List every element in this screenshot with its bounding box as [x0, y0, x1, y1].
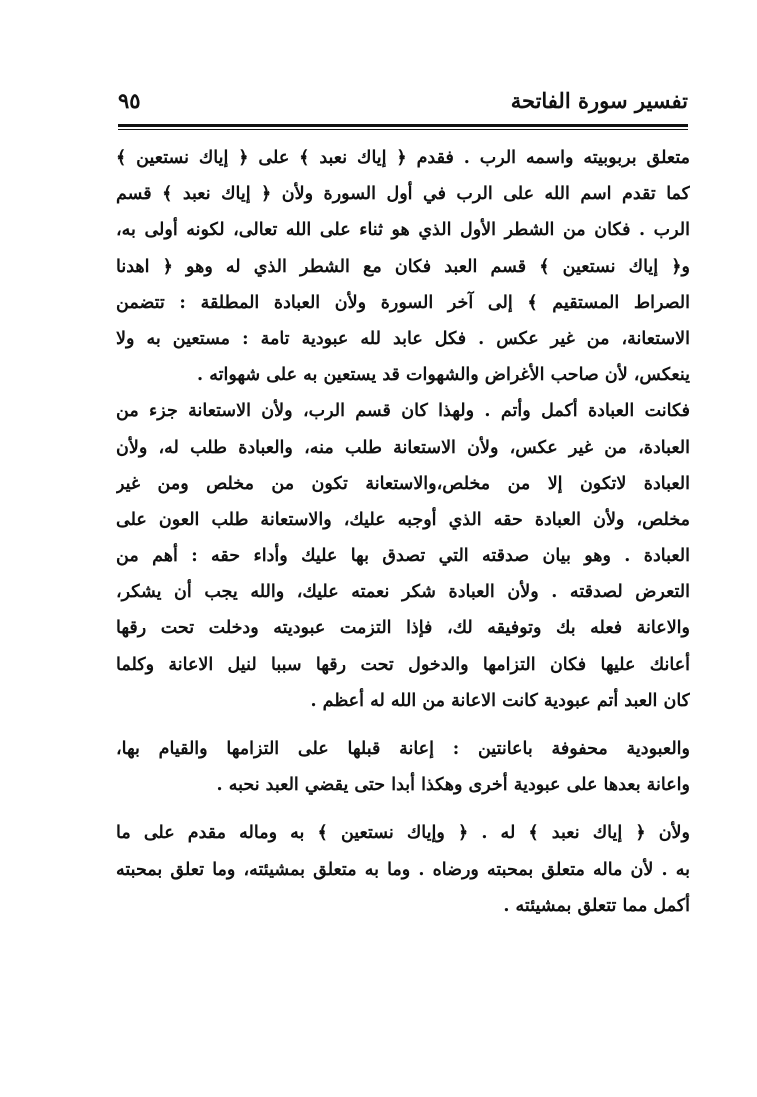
text-line: ينعكس، لأن صاحب الأغراض والشهوات قد يستعين به على شهواته .: [197, 365, 690, 386]
page-header: [118, 80, 688, 120]
paragraph-3: [116, 815, 690, 924]
paragraph-gap: [116, 803, 690, 815]
text-line: كما تقدم اسم الله على الرب في أول السورة ولأن ﴿ إياك نعبد ﴾ قسم: [116, 184, 690, 205]
text-line: مخلص، ولأن العبادة حقه الذي أوجبه عليك، والاستعانة طلب العون على: [116, 509, 690, 530]
paragraph-gap: [116, 719, 690, 731]
text-line: التعرض لصدقته . ولأن العبادة شكر نعمته عليك، والله يجب أن يشكر،: [116, 582, 690, 603]
page-number: ٩٥: [118, 88, 141, 113]
text-line: ولأن ﴿ إياك نعبد ﴾ له . ﴿ وإياك نستعين ﴾ به وماله مقدم على ما: [116, 823, 690, 844]
body-text: [116, 140, 690, 924]
text-line: و﴿ إياك نستعين ﴾ قسم العبد فكان مع الشطر الذي له وهو ﴿ اهدنا: [116, 256, 690, 277]
text-line: الرب . فكان من الشطر الأول الذي هو ثناء على الله تعالى، لكونه أولى به،: [116, 220, 690, 241]
text-line: والعبودية محفوفة باعانتين : إعانة قبلها على التزامها والقيام بها،: [116, 739, 690, 759]
text-line: متعلق بربوبيته واسمه الرب . فقدم ﴿ إياك نعبد ﴾ على ﴿ إياك نستعين ﴾: [116, 148, 690, 168]
header-rule-thick: [118, 124, 688, 127]
header-rule-thin: [118, 129, 688, 130]
text-line: واعانة بعدها على عبودية أخرى وهكذا أبدا حتى يقضي العبد نحبه .: [216, 775, 690, 796]
text-line: والاعانة فعله بك وتوفيقه لك، فإذا التزمت عبوديته ودخلت تحت رقها: [116, 618, 690, 639]
text-line: العبادة لاتكون إلا من مخلص،والاستعانة تكون من مخلص ومن غير: [116, 473, 690, 494]
paragraph-1: [116, 140, 690, 719]
text-line: كان العبد أتم عبودية كانت الاعانة من الله له أعظم .: [310, 690, 690, 711]
text-line: العبادة، من غير عكس، ولأن الاستعانة طلب منه، والعبادة طلب له، ولأن: [116, 437, 690, 458]
paragraph-2: [116, 731, 690, 803]
running-title: تفسير سورة الفاتحة: [510, 88, 688, 113]
text-line: أكمل مما تتعلق بمشيئته .: [503, 895, 690, 916]
text-line: الاستعانة، من غير عكس . فكل عابد لله عبودية تامة : مستعين به ولا: [116, 328, 690, 349]
text-line: العبادة . وهو بيان صدقته التي تصدق بها عليك وأداء حقه : أهم من: [116, 546, 690, 567]
text-line: أعانك عليها فكان التزامها والدخول تحت رقها سببا لنيل الاعانة وكلما: [116, 654, 690, 675]
text-line: فكانت العبادة أكمل وأتم . ولهذا كان قسم الرب، ولأن الاستعانة جزء من: [116, 401, 690, 422]
text-line: به . لأن ماله متعلق بمحبته ورضاه . وما به متعلق بمشيئته، وما تعلق بمحبته: [116, 859, 690, 880]
text-line: الصراط المستقيم ﴾ إلى آخر السورة ولأن العبادة المطلقة : تتضمن: [116, 292, 690, 313]
